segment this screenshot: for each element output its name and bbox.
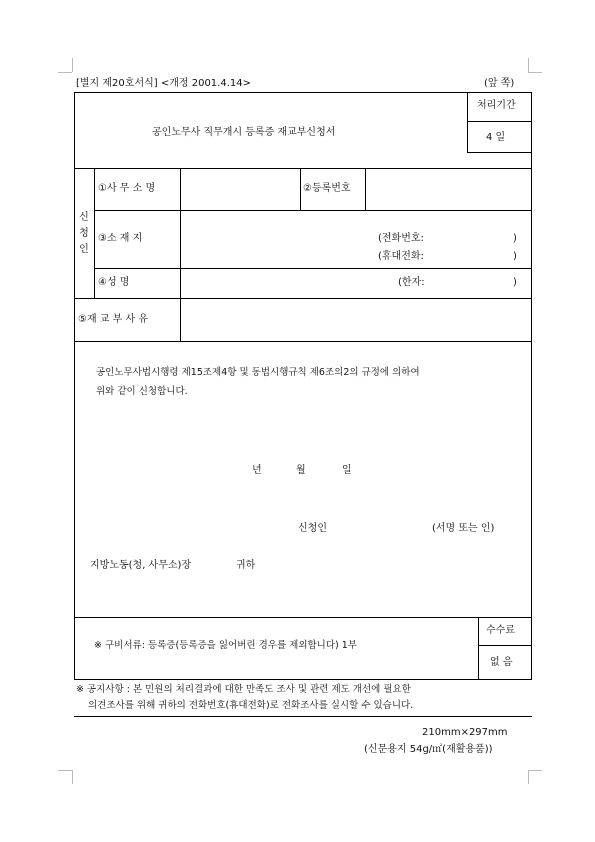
processing-period-label: 처리기간 — [477, 100, 516, 111]
crop-mark — [58, 72, 72, 73]
crop-mark — [528, 770, 542, 771]
fee-value: 없 음 — [490, 657, 513, 668]
form-title: 공인노무사 직무개시 등록증 재교부신청서 — [152, 127, 336, 138]
hanja-close: ) — [513, 277, 517, 288]
required-documents: ※ 구비서류: 등록증(등록증을 잃어버린 경우를 제외합니다) 1부 — [94, 640, 357, 651]
crop-mark — [72, 770, 73, 784]
office-name-label: ①사 무 소 명 — [98, 183, 156, 194]
crop-mark — [528, 58, 529, 72]
phone-label: (전화번호: — [378, 233, 424, 244]
signature-note: (서명 또는 인) — [432, 523, 495, 534]
crop-mark — [72, 58, 73, 72]
applicant-signature-label: 신청인 — [298, 523, 327, 534]
form-number: [별지 제20호서식] <개정 2001.4.14> — [76, 78, 251, 89]
date-month: 월 — [296, 465, 306, 476]
crop-mark — [528, 72, 542, 73]
crop-mark — [58, 770, 72, 771]
side-label: (앞 쪽) — [484, 78, 515, 89]
hanja-label: (한자: — [398, 277, 425, 288]
notice-line1: ※ 공지사항 : 본 민원의 처리결과에 대한 만족도 조사 및 관련 제도 개선에 필요한 — [76, 684, 411, 695]
phone-close: ) — [513, 233, 517, 244]
reason-label: ⑤재 교 부 사 유 — [78, 314, 148, 325]
fee-label: 수수료 — [486, 625, 515, 636]
date-day: 일 — [342, 465, 352, 476]
processing-period-value: 4 일 — [486, 132, 506, 143]
mobile-close: ) — [513, 251, 517, 262]
date-year: 년 — [252, 465, 262, 476]
honorific: 귀하 — [236, 560, 256, 571]
paper-type: (신문용지 54g/㎡(재활용품)) — [364, 744, 493, 755]
name-label: ④성 명 — [98, 277, 130, 288]
address-label: ③소 재 지 — [98, 233, 143, 244]
registration-no-label: ②등록번호 — [303, 183, 351, 194]
statement-line2: 위와 같이 신청합니다. — [96, 386, 188, 397]
crop-mark — [528, 770, 529, 784]
addressee: 지방노동(청, 사무소)장 — [90, 560, 192, 571]
paper-size: 210mm×297mm — [422, 727, 508, 738]
statement-line1: 공인노무사법시행령 제15조제4항 및 동법시행규칙 제6조의2의 규정에 의하여 — [96, 367, 420, 378]
applicant-group-label: 신 청 인 — [79, 212, 89, 255]
notice-line2: 의견조사를 위해 귀하의 전화번호(휴대전화)로 전화조사를 실시할 수 있습니다. — [88, 700, 414, 711]
mobile-label: (휴대전화: — [378, 251, 424, 262]
